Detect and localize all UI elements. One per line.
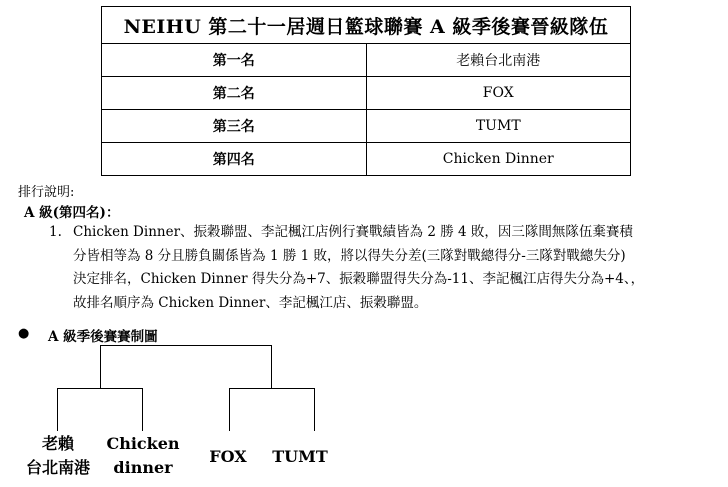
place-cell: 第二名 <box>102 77 367 110</box>
note-item-text: Chicken Dinner、振穀聯盟、李記楓江店例行賽戰績皆為 2 勝 4 敗，因三隊間無隊伍棄賽積 分皆相等為 8 分且勝負關係皆為 1 勝 1 敗，將以得失分差(三隊對戰總得分-三隊對戰總失分) 決定排名，Chicken Dinner 得失分為+7、振穀聯盟得失分為-11、李記楓江店得失分為+4、， 故排名順序為 Chicken Dinner、李記楓江店、振穀聯盟。 <box>73 224 645 311</box>
place-cell: 第三名 <box>102 110 367 143</box>
ranking-notes-heading: 排行說明: <box>18 185 75 200</box>
table-title: NEIHU 第二十一居週日籃球聯賽 A 級季後賽晉級隊伍 <box>102 7 631 44</box>
bullet-icon: ● <box>18 326 30 341</box>
team-name-line: 老賴 <box>41 434 74 453</box>
bracket-team-4 <box>270 445 330 469</box>
bracket-title: A 級季後賽賽制圖 <box>48 329 158 345</box>
bracket-team-1 <box>18 432 98 480</box>
note-item-number: 1. <box>49 224 62 240</box>
place-cell: 第一名 <box>102 44 367 77</box>
bracket-line-right-match <box>230 389 315 432</box>
ranking-notes-subheading: A 級(第四名)： <box>24 205 120 221</box>
team-name-line: 台北南港 <box>25 458 90 477</box>
bracket-line-left-match <box>58 389 143 432</box>
team-name-line: TUMT <box>272 447 328 466</box>
team-name-line: FOX <box>209 447 247 466</box>
team-cell: 老賴台北南港 <box>366 44 631 77</box>
bracket-team-2 <box>103 432 183 480</box>
team-name-line: Chicken <box>106 434 180 453</box>
place-cell: 第四名 <box>102 143 367 176</box>
team-cell: FOX <box>366 77 631 110</box>
team-cell: Chicken Dinner <box>366 143 631 176</box>
bracket-team-3 <box>198 445 258 469</box>
team-cell: TUMT <box>366 110 631 143</box>
team-name-line: dinner <box>113 458 173 477</box>
bracket-line-final <box>101 346 272 389</box>
